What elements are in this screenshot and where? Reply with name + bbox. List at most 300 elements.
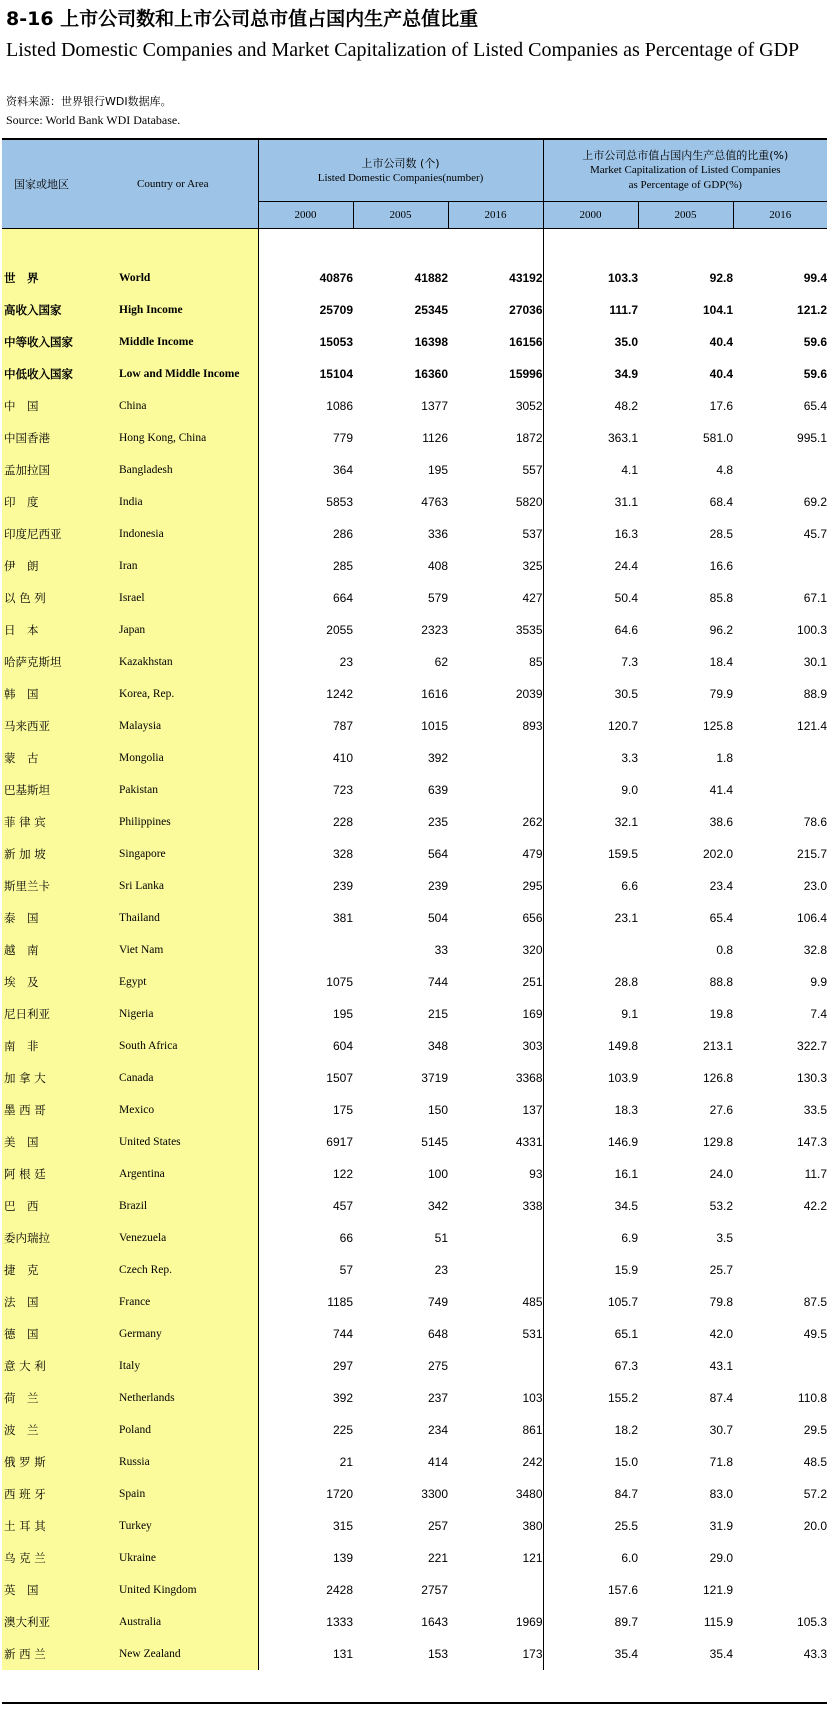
- listed-companies-value: 1507: [326, 1071, 353, 1085]
- table-row: [2, 934, 827, 966]
- country-name-zh: 新 西 兰: [4, 1647, 46, 1661]
- country-cell: [2, 1350, 258, 1382]
- country-name-en: United States: [119, 1136, 181, 1148]
- country-cell: [2, 806, 258, 838]
- listed-companies-value: 1075: [326, 975, 353, 989]
- country-name-zh: 蒙 古: [4, 751, 39, 765]
- header-year: 2000: [543, 202, 638, 229]
- listed-companies-value: 285: [332, 559, 353, 573]
- market-cap-value: 121.9: [703, 1583, 734, 1597]
- table-row: [2, 326, 827, 358]
- listed-companies-value: 195: [427, 463, 448, 477]
- table-row: [2, 1446, 827, 1478]
- country-name-zh: 中国香港: [4, 431, 50, 445]
- country-cell: [2, 422, 258, 454]
- listed-companies-value: 1720: [326, 1487, 353, 1501]
- country-name-zh: 墨 西 哥: [4, 1103, 46, 1117]
- listed-companies-value: 150: [427, 1103, 448, 1117]
- market-cap-value: [733, 1350, 827, 1382]
- market-cap-value: 581.0: [703, 431, 734, 445]
- country-name-en: Philippines: [119, 816, 171, 828]
- listed-companies-value: 485: [448, 1286, 543, 1318]
- listed-companies-value: 380: [448, 1510, 543, 1542]
- listed-companies-value: 257: [427, 1519, 448, 1533]
- table-row: [2, 1606, 827, 1638]
- listed-companies-value: 3300: [421, 1487, 448, 1501]
- market-cap-value: 87.4: [709, 1391, 734, 1405]
- listed-companies-value: 1616: [421, 687, 448, 701]
- listed-companies-value: 315: [332, 1519, 353, 1533]
- market-cap-value: 85.8: [709, 591, 734, 605]
- table-row: [2, 646, 827, 678]
- listed-companies-value: 457: [332, 1199, 353, 1213]
- listed-companies-value: 153: [427, 1647, 448, 1661]
- market-cap-value: [733, 742, 827, 774]
- listed-companies-value: 15053: [319, 335, 353, 349]
- market-cap-value: 23.1: [614, 911, 639, 925]
- market-cap-value: 30.1: [803, 655, 827, 669]
- listed-companies-value: 33: [434, 943, 448, 957]
- market-cap-value: 202.0: [703, 847, 734, 861]
- market-cap-value: 33.5: [803, 1103, 827, 1117]
- country-cell: [2, 1318, 258, 1350]
- market-cap-value: 35.0: [614, 335, 639, 349]
- listed-companies-value: 604: [332, 1039, 353, 1053]
- market-cap-value: 125.8: [703, 719, 734, 733]
- country-cell: [2, 1190, 258, 1222]
- country-cell: [2, 1606, 258, 1638]
- listed-companies-value: 139: [332, 1551, 353, 1565]
- listed-companies-value: 297: [332, 1359, 353, 1373]
- market-cap-value: 103.3: [608, 271, 639, 285]
- listed-companies-value: 392: [332, 1391, 353, 1405]
- market-cap-value: 69.2: [803, 495, 827, 509]
- listed-companies-value: 3719: [421, 1071, 448, 1085]
- country-name-en: Malaysia: [119, 720, 162, 732]
- header-country-en: Country or Area: [137, 177, 209, 190]
- listed-companies-value: 664: [332, 591, 353, 605]
- listed-companies-value: 723: [332, 783, 353, 797]
- market-cap-value: 48.2: [614, 399, 639, 413]
- data-table: [2, 140, 827, 1670]
- listed-companies-value: 3480: [448, 1478, 543, 1510]
- table-row: [2, 1190, 827, 1222]
- market-cap-value: 3.3: [621, 751, 639, 765]
- table-row: [2, 838, 827, 870]
- market-cap-value: 68.4: [709, 495, 734, 509]
- market-cap-value: 30.5: [614, 687, 639, 701]
- country-name-en: United Kingdom: [119, 1584, 197, 1596]
- market-cap-value: 4.8: [716, 463, 734, 477]
- listed-companies-value: 537: [448, 518, 543, 550]
- listed-companies-value: 1333: [326, 1615, 353, 1629]
- country-name-en: New Zealand: [119, 1648, 181, 1660]
- market-cap-value: 43.3: [803, 1647, 827, 1661]
- market-cap-value: 49.5: [803, 1327, 827, 1341]
- listed-companies-value: [448, 774, 543, 806]
- market-cap-value: [733, 550, 827, 582]
- listed-companies-value: 1643: [421, 1615, 448, 1629]
- country-name-zh: 中 国: [4, 399, 39, 413]
- country-cell: [2, 614, 258, 646]
- country-name-en: Australia: [119, 1616, 162, 1628]
- country-name-zh: 巴 西: [4, 1199, 39, 1213]
- table-row: [2, 1414, 827, 1446]
- market-cap-value: 40.4: [709, 367, 734, 381]
- listed-companies-value: 1969: [448, 1606, 543, 1638]
- market-cap-value: 31.1: [614, 495, 639, 509]
- country-name-zh: 法 国: [4, 1295, 39, 1309]
- table-row: [2, 518, 827, 550]
- market-cap-value: 6.0: [621, 1551, 639, 1565]
- listed-companies-value: 23: [434, 1263, 448, 1277]
- listed-companies-value: 410: [332, 751, 353, 765]
- header-market-cap-zh: 上市公司总市值占国内生产总值的比重(%): [582, 149, 789, 162]
- market-cap-value: 27.6: [709, 1103, 734, 1117]
- header-listed-companies-en: Listed Domestic Companies(number): [317, 171, 484, 184]
- market-cap-value: 23.0: [803, 879, 827, 893]
- market-cap-value: 31.9: [709, 1519, 734, 1533]
- market-cap-value: [733, 1542, 827, 1574]
- country-name-zh: 荷 兰: [4, 1391, 39, 1405]
- country-cell: [2, 902, 258, 934]
- market-cap-value: 89.7: [614, 1615, 639, 1629]
- listed-companies-value: 320: [448, 934, 543, 966]
- country-cell: [2, 1158, 258, 1190]
- country-name-en: Czech Rep.: [119, 1264, 173, 1276]
- listed-companies-value: 893: [448, 710, 543, 742]
- listed-companies-value: 215: [427, 1007, 448, 1021]
- listed-companies-value: 364: [332, 463, 353, 477]
- table-row: [2, 582, 827, 614]
- table-row: [2, 422, 827, 454]
- listed-companies-value: 5145: [421, 1135, 448, 1149]
- country-cell: [2, 358, 258, 390]
- country-name-en: Indonesia: [119, 528, 164, 540]
- market-cap-value: 19.8: [709, 1007, 734, 1021]
- country-name-en: Spain: [119, 1488, 146, 1500]
- country-name-en: Canada: [119, 1072, 154, 1084]
- listed-companies-value: 408: [427, 559, 448, 573]
- country-name-en: Poland: [119, 1424, 151, 1436]
- listed-companies-value: 25709: [319, 303, 353, 317]
- country-name-zh: 南 非: [4, 1039, 39, 1053]
- listed-companies-value: 3368: [448, 1062, 543, 1094]
- listed-companies-value: 2757: [421, 1583, 448, 1597]
- table-row: [2, 1478, 827, 1510]
- market-cap-value: [733, 1254, 827, 1286]
- table-row: [2, 742, 827, 774]
- country-cell: [2, 998, 258, 1030]
- listed-companies-value: [448, 1254, 543, 1286]
- source-note-zh: 资料来源：世界银行WDI数据库。: [6, 95, 172, 108]
- country-name-zh: 德 国: [4, 1327, 39, 1341]
- table-row: [2, 1510, 827, 1542]
- country-name-zh: 美 国: [4, 1135, 39, 1149]
- listed-companies-value: 1185: [327, 1295, 353, 1309]
- market-cap-value: 6.9: [621, 1231, 639, 1245]
- country-name-en: Italy: [119, 1360, 141, 1372]
- market-cap-value: 50.4: [614, 591, 639, 605]
- listed-companies-value: 121: [448, 1542, 543, 1574]
- table-row: [2, 358, 827, 390]
- listed-companies-value: 234: [427, 1423, 448, 1437]
- table-row: [2, 1222, 827, 1254]
- country-cell: [2, 1254, 258, 1286]
- market-cap-value: 111.7: [609, 303, 639, 317]
- listed-companies-value: 93: [448, 1158, 543, 1190]
- market-cap-value: 159.5: [608, 847, 639, 861]
- listed-companies-value: 342: [427, 1199, 448, 1213]
- listed-companies-value: 25345: [414, 303, 448, 317]
- listed-companies-value: 15104: [319, 367, 353, 381]
- country-cell: [2, 390, 258, 422]
- country-name-en: World: [119, 272, 151, 284]
- table-row: [2, 966, 827, 998]
- market-cap-value: 67.3: [614, 1359, 639, 1373]
- listed-companies-value: 275: [427, 1359, 448, 1373]
- listed-companies-value: 744: [427, 975, 448, 989]
- market-cap-value: 149.8: [608, 1039, 639, 1053]
- market-cap-value: 16.3: [614, 527, 639, 541]
- country-cell: [2, 582, 258, 614]
- table-row: [2, 454, 827, 486]
- listed-companies-value: 2055: [326, 623, 353, 637]
- market-cap-value: 45.7: [803, 527, 827, 541]
- market-cap-value: 65.4: [803, 399, 827, 413]
- country-cell: [2, 1446, 258, 1478]
- market-cap-value: 105.7: [608, 1295, 639, 1309]
- listed-companies-value: 239: [427, 879, 448, 893]
- country-cell: [2, 838, 258, 870]
- country-name-zh: 越 南: [4, 943, 39, 957]
- table-row: [2, 998, 827, 1030]
- market-cap-value: 34.5: [614, 1199, 639, 1213]
- listed-companies-value: 221: [427, 1551, 448, 1565]
- listed-companies-value: [448, 1222, 543, 1254]
- country-cell: [2, 486, 258, 518]
- country-name-zh: 日 本: [4, 623, 39, 637]
- country-name-en: Singapore: [119, 848, 166, 860]
- listed-companies-value: 656: [448, 902, 543, 934]
- listed-companies-value: 195: [332, 1007, 353, 1021]
- market-cap-value: 15.0: [614, 1455, 639, 1469]
- market-cap-value: 363.1: [608, 431, 639, 445]
- country-name-en: Netherlands: [119, 1392, 175, 1404]
- listed-companies-value: 1377: [421, 399, 448, 413]
- table-row: [2, 1062, 827, 1094]
- country-name-en: Germany: [119, 1328, 162, 1340]
- listed-companies-value: 861: [448, 1414, 543, 1446]
- header-market-cap-en-2: as Percentage of GDP(%): [628, 179, 742, 191]
- country-name-zh: 加 拿 大: [4, 1071, 46, 1085]
- market-cap-value: 57.2: [803, 1487, 827, 1501]
- table-row: [2, 774, 827, 806]
- market-cap-value: [733, 1574, 827, 1606]
- country-name-en: Bangladesh: [119, 464, 173, 476]
- listed-companies-value: 3535: [448, 614, 543, 646]
- country-name-en: Egypt: [119, 976, 147, 988]
- listed-companies-value: 57: [339, 1263, 353, 1277]
- market-cap-value: 9.0: [621, 783, 639, 797]
- country-name-zh: 英 国: [4, 1583, 39, 1597]
- country-name-zh: 印度尼西亚: [4, 527, 62, 541]
- country-cell: [2, 1094, 258, 1126]
- table-row: [2, 1094, 827, 1126]
- country-cell: [2, 1222, 258, 1254]
- market-cap-value: 322.7: [797, 1039, 827, 1053]
- country-name-en: France: [119, 1296, 151, 1308]
- market-cap-value: 59.6: [803, 335, 827, 349]
- listed-companies-value: 504: [427, 911, 448, 925]
- country-cell: [2, 1126, 258, 1158]
- market-cap-value: 18.2: [614, 1423, 639, 1437]
- listed-companies-value: 648: [427, 1327, 448, 1341]
- listed-companies-value: 27036: [448, 294, 543, 326]
- listed-companies-value: 16360: [414, 367, 448, 381]
- market-cap-value: 115.9: [703, 1615, 734, 1629]
- listed-companies-value: 4763: [421, 495, 448, 509]
- listed-companies-value: 4331: [448, 1126, 543, 1158]
- market-cap-value: 35.4: [709, 1647, 734, 1661]
- header-country: [2, 140, 258, 229]
- market-cap-value: 155.2: [608, 1391, 639, 1405]
- listed-companies-value: 1872: [448, 422, 543, 454]
- market-cap-value: 96.2: [709, 623, 734, 637]
- country-name-en: Korea, Rep.: [119, 688, 175, 700]
- table-row: [2, 1286, 827, 1318]
- country-cell: [2, 1382, 258, 1414]
- market-cap-value: 48.5: [803, 1455, 827, 1469]
- country-name-zh: 巴基斯坦: [4, 783, 50, 797]
- country-name-en: Viet Nam: [119, 944, 164, 956]
- country-name-zh: 斯里兰卡: [4, 879, 50, 893]
- listed-companies-value: 336: [427, 527, 448, 541]
- country-cell: [2, 1574, 258, 1606]
- country-name-zh: 土 耳 其: [4, 1519, 46, 1533]
- market-cap-value: 24.0: [709, 1167, 734, 1181]
- market-cap-value: 42.0: [709, 1327, 734, 1341]
- table-row: [2, 550, 827, 582]
- listed-companies-value: 100: [427, 1167, 448, 1181]
- country-cell: [2, 1286, 258, 1318]
- listed-companies-value: 1086: [326, 399, 353, 413]
- country-cell: [2, 1638, 258, 1670]
- country-name-en: Turkey: [119, 1520, 152, 1532]
- country-name-en: China: [119, 400, 147, 412]
- market-cap-value: 15.9: [614, 1263, 639, 1277]
- market-cap-value: 65.1: [614, 1327, 639, 1341]
- country-name-zh: 世 界: [4, 271, 39, 285]
- country-name-zh: 马来西亚: [4, 719, 50, 733]
- market-cap-value: 157.6: [608, 1583, 639, 1597]
- country-name-zh: 中等收入国家: [4, 335, 73, 349]
- country-cell: [2, 742, 258, 774]
- listed-companies-value: 40876: [319, 271, 353, 285]
- country-name-en: Mongolia: [119, 752, 164, 764]
- table-row: [2, 1574, 827, 1606]
- country-cell: [2, 678, 258, 710]
- country-cell: [2, 1030, 258, 1062]
- header-year: 2016: [448, 202, 543, 229]
- market-cap-value: [543, 934, 638, 966]
- listed-companies-value: 325: [448, 550, 543, 582]
- country-name-zh: 孟加拉国: [4, 463, 50, 477]
- market-cap-value: 104.1: [703, 303, 734, 317]
- country-name-en: Low and Middle Income: [119, 368, 240, 380]
- listed-companies-value: 338: [448, 1190, 543, 1222]
- country-name-zh: 尼日利亚: [4, 1007, 50, 1021]
- listed-companies-value: 303: [448, 1030, 543, 1062]
- listed-companies-value: 41882: [414, 271, 448, 285]
- market-cap-value: 83.0: [709, 1487, 734, 1501]
- country-name-en: Nigeria: [119, 1008, 154, 1020]
- country-cell: [2, 646, 258, 678]
- listed-companies-value: 381: [332, 911, 353, 925]
- market-cap-value: 106.4: [797, 911, 827, 925]
- table-row: [2, 1030, 827, 1062]
- country-name-en: Japan: [119, 624, 146, 636]
- market-cap-value: 88.8: [709, 975, 734, 989]
- market-cap-value: 18.3: [614, 1103, 639, 1117]
- country-name-en: Thailand: [119, 912, 160, 924]
- country-cell: [2, 262, 258, 294]
- listed-companies-value: 23: [339, 655, 353, 669]
- country-cell: [2, 1542, 258, 1574]
- country-name-zh: 高收入国家: [4, 303, 62, 317]
- market-cap-value: 25.5: [614, 1519, 639, 1533]
- listed-companies-value: 137: [448, 1094, 543, 1126]
- market-cap-value: 29.0: [709, 1551, 734, 1565]
- market-cap-value: 23.4: [709, 879, 734, 893]
- listed-companies-value: 85: [448, 646, 543, 678]
- country-name-zh: 意 大 利: [4, 1359, 46, 1373]
- table-row: [2, 294, 827, 326]
- listed-companies-value: 2323: [421, 623, 448, 637]
- country-name-en: Kazakhstan: [119, 656, 173, 668]
- source-note-en: Source: World Bank WDI Database.: [6, 113, 181, 127]
- header-market-cap: [543, 140, 827, 202]
- country-cell: [2, 294, 258, 326]
- country-cell: [2, 1478, 258, 1510]
- listed-companies-value: 5820: [448, 486, 543, 518]
- market-cap-value: 3.5: [716, 1231, 734, 1245]
- market-cap-value: 28.8: [614, 975, 639, 989]
- listed-companies-value: 744: [332, 1327, 353, 1341]
- market-cap-value: 20.0: [803, 1519, 827, 1533]
- market-cap-value: 65.4: [709, 911, 734, 925]
- listed-companies-value: 262: [448, 806, 543, 838]
- listed-companies-value: 225: [332, 1423, 353, 1437]
- market-cap-value: 9.9: [810, 975, 827, 989]
- country-name-en: Ukraine: [119, 1552, 157, 1564]
- country-name-zh: 捷 克: [4, 1263, 39, 1277]
- table-row: [2, 614, 827, 646]
- listed-companies-value: 787: [332, 719, 353, 733]
- country-name-en: Brazil: [119, 1200, 148, 1212]
- header-year: 2000: [258, 202, 353, 229]
- table-row: [2, 1318, 827, 1350]
- table-row: [2, 806, 827, 838]
- listed-companies-value: [448, 742, 543, 774]
- listed-companies-value: 21: [339, 1455, 353, 1469]
- listed-companies-value: 557: [448, 454, 543, 486]
- market-cap-value: 121.2: [797, 303, 827, 317]
- market-cap-value: 146.9: [608, 1135, 639, 1149]
- market-cap-value: 17.6: [709, 399, 734, 413]
- listed-companies-value: 175: [332, 1103, 353, 1117]
- spacer-row: [2, 229, 827, 263]
